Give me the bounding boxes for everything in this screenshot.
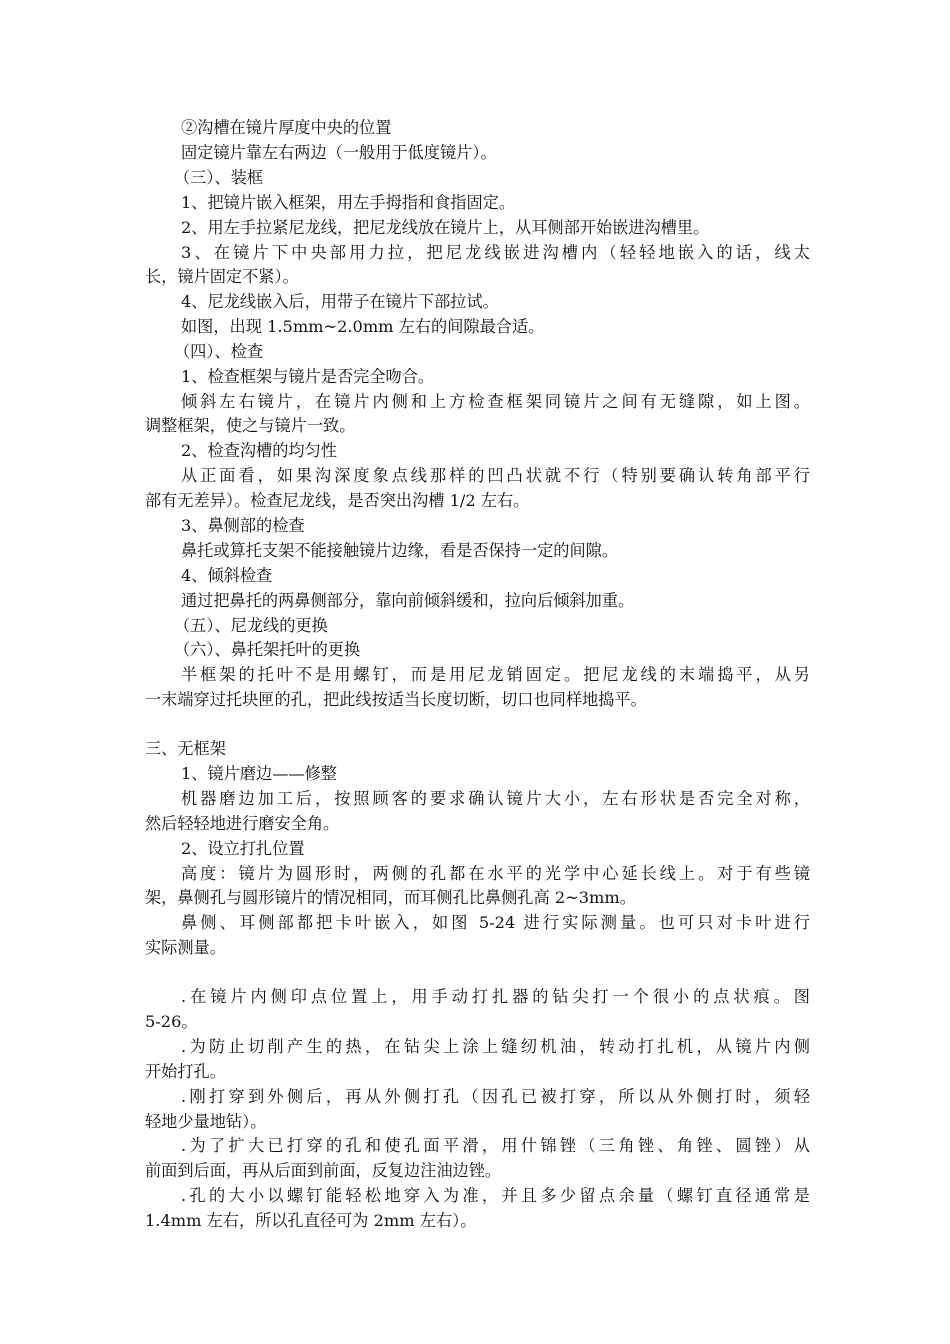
text-line: .为防止切削产生的热，在钻尖上涂上缝纫机油，转动打扎机，从镜片内侧 [181,1037,810,1056]
section-heading: （三）、装框 [174,168,264,187]
text-line: .孔的大小以螺钉能轻松地穿入为准，并且多少留点余量（螺钉直径通常是 [181,1186,810,1205]
section-heading: （五）、尼龙线的更换 [174,616,328,635]
text-line: ②沟槽在镜片厚度中央的位置 [181,118,392,137]
text-line: 3、在镜片下中央部用力拉，把尼龙线嵌进沟槽内（轻轻地嵌入的话，线太 [181,243,810,262]
text-line: 4、尼龙线嵌入后，用带子在镜片下部拉试。 [181,292,499,311]
text-line: 通过把鼻托的两鼻侧部分，靠向前倾斜缓和，拉向后倾斜加重。 [181,591,635,610]
text-line: 一末端穿过托块匣的孔，把此线按适当长度切断，切口也同样地捣平。 [145,690,647,709]
text-line: 从正面看，如果沟深度象点线那样的凹凸状就不行（特别要确认转角部平行 [181,466,810,485]
text-line: .刚打穿到外侧后，再从外侧打孔（因孔已被打穿，所以从外侧打时，须轻 [181,1087,810,1106]
text-line: 1、把镜片嵌入框架，用左手拇指和食指固定。 [181,193,516,212]
text-line: 前面到后面，再从后面到前面，反复边注油边锉。 [145,1161,502,1180]
text-line: 轻地少量地钻）。 [145,1112,267,1131]
text-line: 然后轻轻地进行磨安全角。 [145,814,340,833]
chapter-heading: 三、无框架 [145,739,226,758]
text-line: 2、用左手拉紧尼龙线，把尼龙线放在镜片上，从耳侧部开始嵌进沟槽里。 [181,218,710,237]
section-heading: （四）、检查 [174,342,264,361]
text-line: 2、设立打扎位置 [181,839,305,858]
text-line: 调整框架，使之与镜片一致。 [145,416,356,435]
text-line: 架，鼻侧孔与圆形镜片的情况相同，而耳侧孔比鼻侧孔高 2~3mm。 [145,888,636,907]
text-line: 1、镜片磨边——修整 [181,764,337,783]
text-line: 3、鼻侧部的检查 [181,516,305,535]
text-line: 鼻侧、耳侧部都把卡叶嵌入，如图 5-24 进行实际测量。也可只对卡叶进行 [181,913,810,932]
text-line: 1.4mm 左右，所以孔直径可为 2mm 左右）。 [145,1211,477,1230]
text-line: 1、检查框架与镜片是否完全吻合。 [181,367,435,386]
text-line: .为了扩大已打穿的孔和使孔面平滑，用什锦锉（三角锉、角锉、圆锉）从 [181,1136,810,1155]
text-line: 5-26。 [145,1012,198,1031]
text-line: 4、倾斜检查 [181,566,273,585]
text-line: 高度：镜片为圆形时，两侧的孔都在水平的光学中心延长线上。对于有些镜 [181,864,810,883]
text-line: 实际测量。 [145,938,226,957]
text-line: 半框架的托叶不是用螺钉，而是用尼龙销固定。把尼龙线的末端捣平，从另 [181,665,810,684]
text-line: 机器磨边加工后，按照顾客的要求确认镜片大小，左右形状是否完全对称， [181,789,810,808]
text-line: 长，镜片固定不紧）。 [145,267,299,286]
text-line: 部有无差异）。检查尼龙线，是否突出沟槽 1/2 左右。 [145,491,530,510]
text-line: 开始打孔。 [145,1062,226,1081]
text-line: 如图，出现 1.5mm~2.0mm 左右的间隙最合适。 [181,317,545,336]
text-line: 固定镜片靠左右两边（一般用于低度镜片）。 [181,143,497,162]
section-heading: （六）、鼻托架托叶的更换 [174,640,361,659]
text-line: 2、检查沟槽的均匀性 [181,441,337,460]
text-line: 鼻托或算托支架不能接触镜片边缘，看是否保持一定的间隙。 [181,541,619,560]
text-line: 倾斜左右镜片，在镜片内侧和上方检查框架同镜片之间有无缝隙，如上图。 [181,392,810,411]
text-line: .在镜片内侧印点位置上，用手动打扎器的钻尖打一个很小的点状痕。图 [181,987,810,1006]
